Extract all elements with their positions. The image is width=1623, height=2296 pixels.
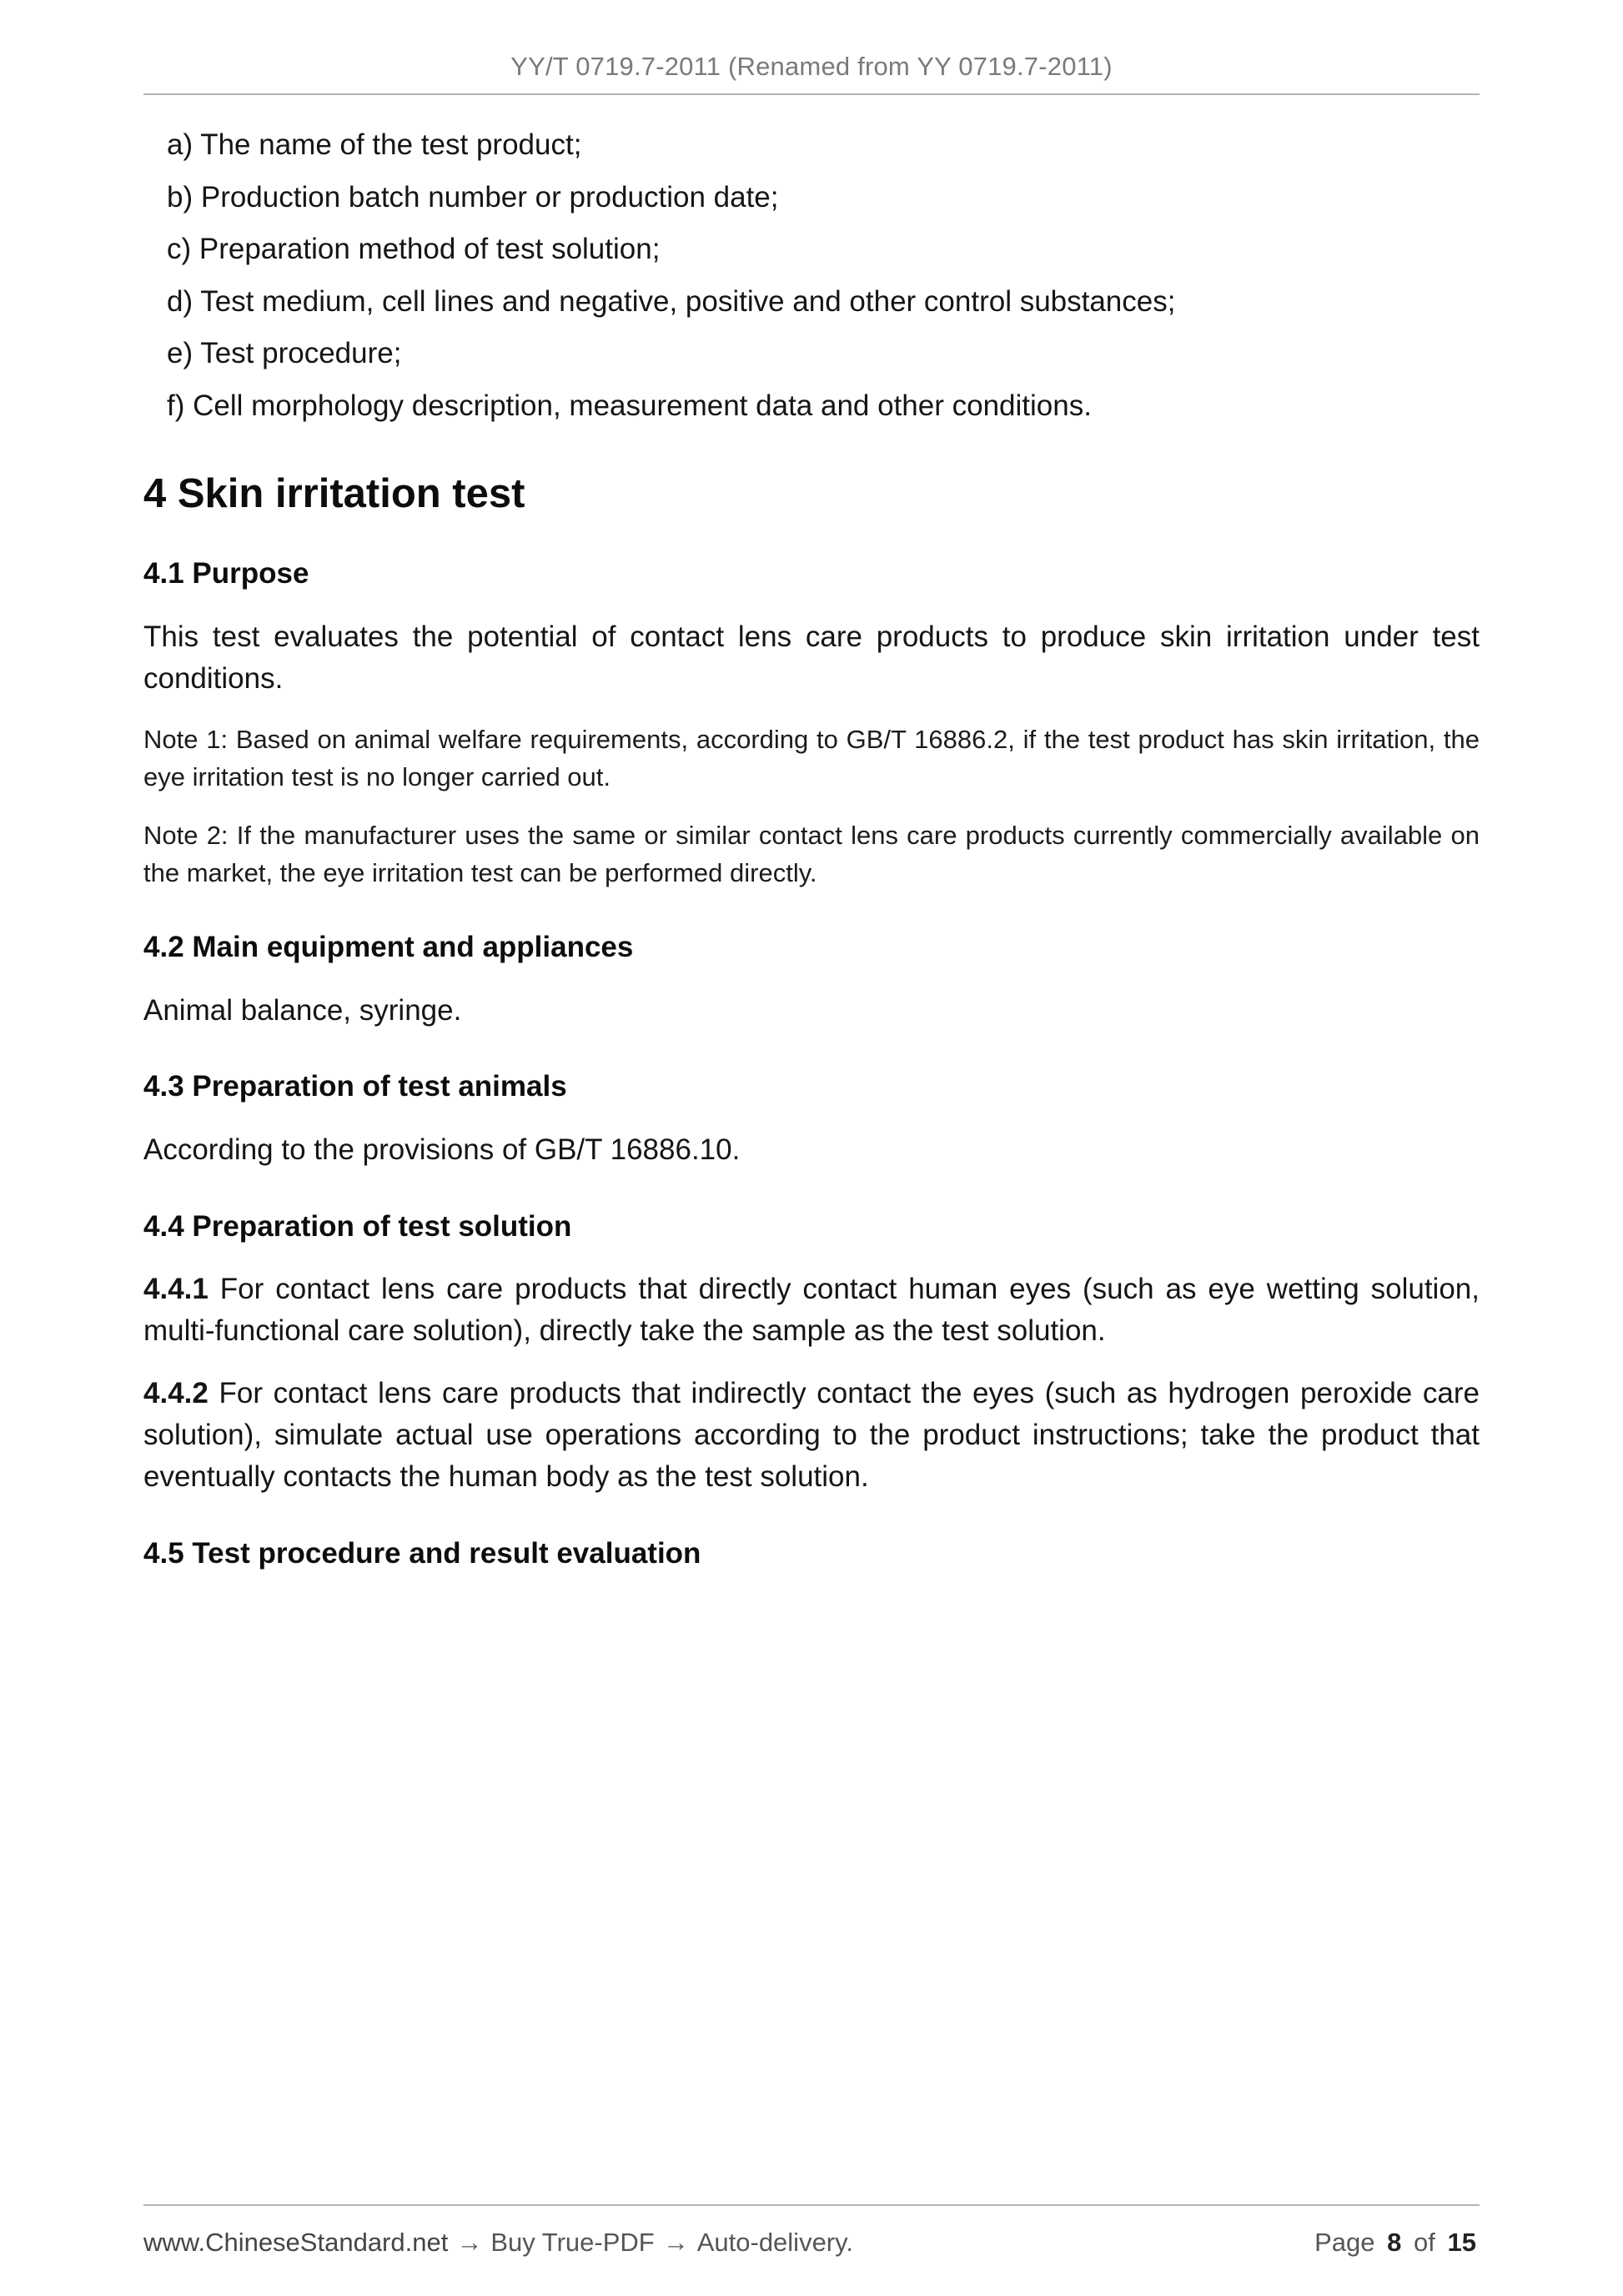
paragraph-text-4-4-1: For contact lens care products that directly contact human eyes (such as eye wetting solution, multi-functional care solution), directly take the sample as the test solution. bbox=[143, 1273, 1480, 1347]
section-4-1-heading: 4.1 Purpose bbox=[143, 557, 309, 590]
list-item-f: f) Cell morphology description, measurement data and other conditions. bbox=[167, 389, 1092, 422]
footer-delivery-text: Auto-delivery. bbox=[696, 2228, 853, 2257]
footer-page-total: 15 bbox=[1447, 2228, 1476, 2257]
footer-arrow-icon-2: → bbox=[662, 2228, 689, 2257]
footer-arrow-icon-1: → bbox=[456, 2228, 483, 2257]
section-4-1-note-1: Note 1: Based on animal welfare requirements, according to GB/T 16886.2, if the test product has skin irritation, the eye irritation test is no longer carried out. bbox=[143, 725, 1480, 792]
list-item-b: b) Production batch number or production date; bbox=[167, 180, 779, 214]
page-header bbox=[143, 0, 1480, 95]
page-footer bbox=[143, 2204, 1480, 2258]
section-4-4-2-paragraph bbox=[143, 1373, 1480, 1497]
footer-of-label: of bbox=[1414, 2228, 1435, 2257]
section-4-4-heading: 4.4 Preparation of test solution bbox=[143, 1209, 572, 1243]
footer-page-indicator bbox=[1313, 2228, 1480, 2258]
section-4-4-1-paragraph bbox=[143, 1269, 1480, 1351]
paragraph-number-4-4-1: 4.4.1 bbox=[143, 1273, 209, 1306]
section-4-heading: 4 Skin irritation test bbox=[143, 470, 525, 516]
section-4-3-paragraph: According to the provisions of GB/T 16886.10. bbox=[143, 1133, 741, 1166]
footer-page-label: Page bbox=[1314, 2228, 1375, 2257]
section-4-2-paragraph: Animal balance, syringe. bbox=[143, 993, 462, 1027]
document-standard-title: YY/T 0719.7-2011 (Renamed from YY 0719.7-2011) bbox=[510, 52, 1113, 81]
paragraph-text-4-4-2: For contact lens care products that indirectly contact the eyes (such as hydrogen peroxide care solution), simulate actual use operations according to the product instructions; take the product that eventually contacts the human body as the test solution. bbox=[143, 1377, 1480, 1493]
page-body bbox=[143, 95, 1480, 1572]
list-item-a: a) The name of the test product; bbox=[167, 128, 582, 161]
list-item-d: d) Test medium, cell lines and negative, positive and other control substances; bbox=[167, 284, 1176, 318]
section-4-2-heading: 4.2 Main equipment and appliances bbox=[143, 931, 634, 964]
list-item-c: c) Preparation method of test solution; bbox=[167, 233, 661, 266]
footer-website-link[interactable]: www.ChineseStandard.net bbox=[143, 2228, 449, 2257]
section-4-1-paragraph: This test evaluates the potential of contact lens care products to produce skin irritation under test conditions. bbox=[143, 620, 1480, 695]
paragraph-number-4-4-2: 4.4.2 bbox=[143, 1377, 209, 1410]
section-4-3-heading: 4.3 Preparation of test animals bbox=[143, 1070, 567, 1103]
list-item-e: e) Test procedure; bbox=[167, 337, 402, 370]
report-items-list bbox=[143, 125, 1480, 426]
footer-buy-text: Buy True-PDF bbox=[490, 2228, 655, 2257]
footer-page-number: 8 bbox=[1387, 2228, 1402, 2257]
section-4-1-note-2: Note 2: If the manufacturer uses the same or similar contact lens care products currently commercially available on the market, the eye irritation test can be performed directly. bbox=[143, 820, 1480, 887]
footer-source-line bbox=[143, 2228, 853, 2258]
section-4-5-heading: 4.5 Test procedure and result evaluation bbox=[143, 1536, 701, 1570]
